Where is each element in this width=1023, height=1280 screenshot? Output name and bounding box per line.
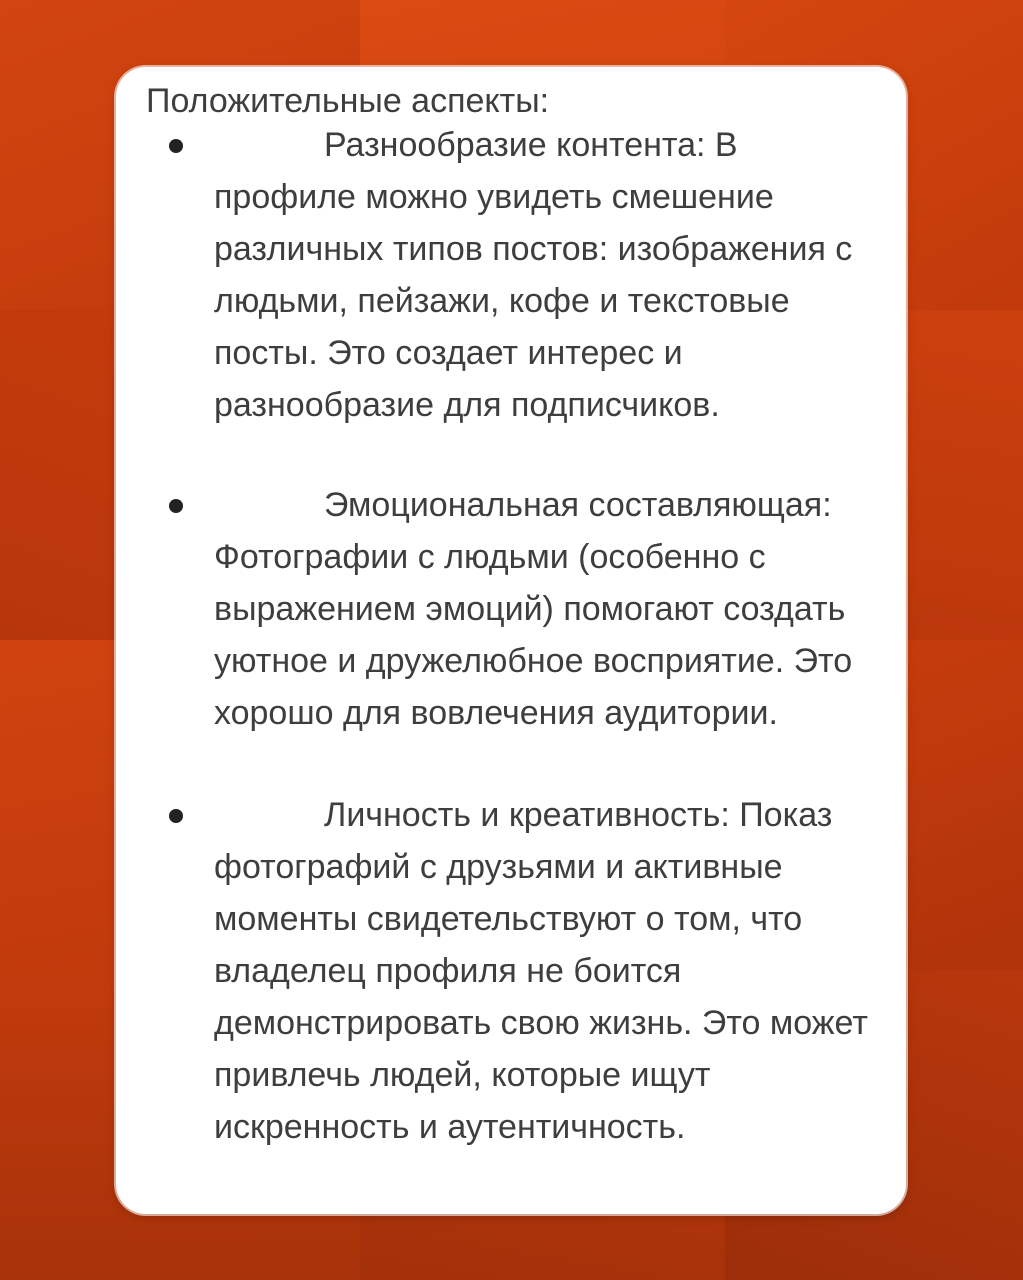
bullet-dot xyxy=(169,809,183,823)
content-card xyxy=(116,67,906,1214)
bullet-text: Разнообразие контента: В профиле можно увидеть смешение различных типов постов: изображения с людьми, пейзажи, кофе и текстовые посты. Это создает интерес и разнообразие для подписчиков. xyxy=(214,126,853,424)
bullet-item-personality xyxy=(214,789,884,1153)
bullet-item-emotional xyxy=(214,479,884,739)
bullet-text: Личность и креативность: Показ фотографий с друзьями и активные моменты свидетельствуют о том, что владелец профиля не боится демонстрировать свою жизнь. Это может привлечь людей, которые ищут искренность и аутентичность. xyxy=(214,796,868,1146)
bullet-dot xyxy=(169,139,183,153)
bullet-item-content-variety xyxy=(214,119,884,431)
bullet-text: Эмоциональная составляющая: Фотографии с людьми (особенно с выражением эмоций) помогают создать уютное и дружелюбное восприятие. Это хорошо для вовлечения аудитории. xyxy=(214,486,853,732)
bullet-dot xyxy=(169,499,183,513)
card-heading: Положительные аспекты: xyxy=(146,82,550,120)
